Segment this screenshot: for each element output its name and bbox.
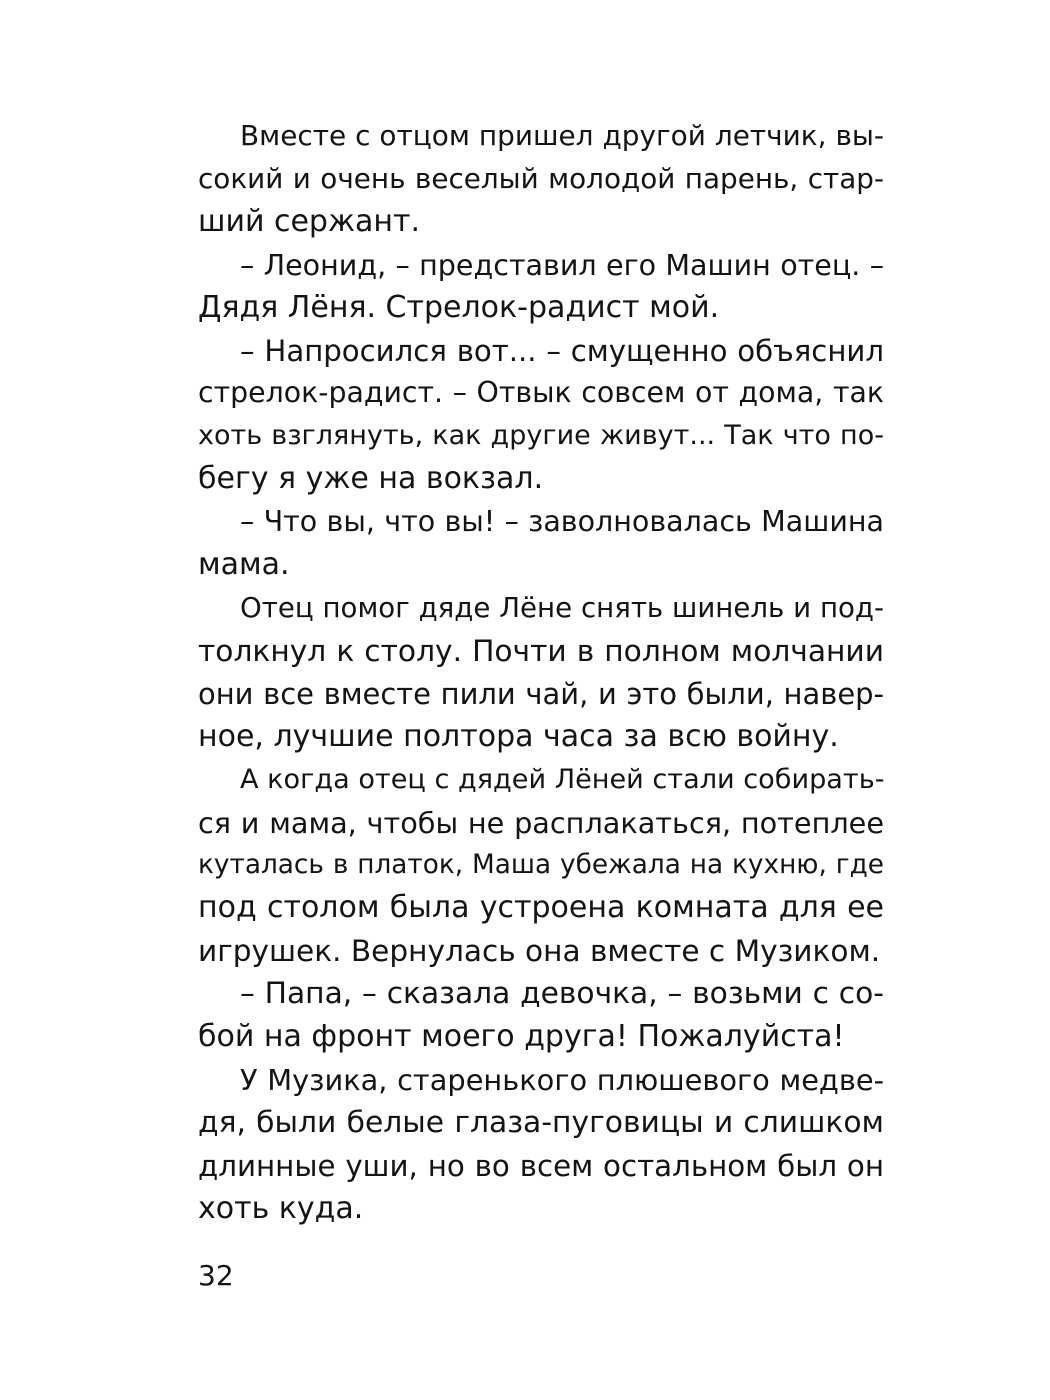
text-line: дя, были белые глаза-пуговицы и слишком [198,1104,884,1140]
text-line: стрелок-радист. – Отвык совсем от дома, так [198,376,884,410]
text-line: под столом была устроена комната для ее [198,890,884,926]
text-line: Вместе с отцом пришел другой летчик, вы- [240,119,884,152]
page-number: 32 [198,1259,234,1292]
text-line: – Леонид, – представил его Машин отец. – [240,247,884,282]
paragraph [198,1059,884,1231]
text-line: куталась в платок, Маша убежала на кухню, где [198,850,884,881]
text-line: – Напросился вот... – смущенно объяснил [240,333,884,368]
paragraph [198,973,884,1059]
text-line: бой на фронт моего друга! Пожалуйста! [198,1019,845,1055]
text-line: ное, лучшие полтора часа за всю войну. [198,718,839,754]
paragraph [198,501,884,587]
text-line: хоть куда. [198,1190,364,1226]
text-line: бегу я уже на вокзал. [198,461,544,497]
text-line: Отец помог дяде Лёне снять шинель и под- [240,590,884,624]
text-line: длинные уши, но во всем остальном был он [198,1148,884,1183]
paragraph [198,115,884,244]
text-line: хоть взглянуть, как другие живут... Так что по- [198,420,884,452]
text-line: игрушек. Вернулась она вместе с Музиком. [198,934,881,969]
text-line: А когда отец с дядей Лёней стали собирать- [240,763,885,795]
text-line: ся и мама, чтобы не расплакаться, потеплее [198,805,884,840]
text-line: сокий и очень веселый молодой парень, стар- [198,161,884,195]
paragraph [198,330,884,502]
text-line: Дядя Лёня. Стрелок-радист мой. [198,289,720,325]
text-line: – Папа, – сказала девочка, – возьми с со- [240,976,884,1012]
text-line: ший сержант. [198,203,421,239]
paragraph [198,587,884,759]
text-column [198,115,884,1231]
text-line: они все вместе пили чай, и это были, навер- [198,676,884,711]
text-line: – Что вы, что вы! – заволновалась Машина [240,505,884,539]
paragraph [198,759,884,974]
text-line: У Музика, старенького плюшевого медве- [240,1062,884,1097]
paragraph [198,244,884,330]
text-line: мама. [198,547,290,583]
text-line: толкнул к столу. Почти в полном молчании [198,632,884,668]
